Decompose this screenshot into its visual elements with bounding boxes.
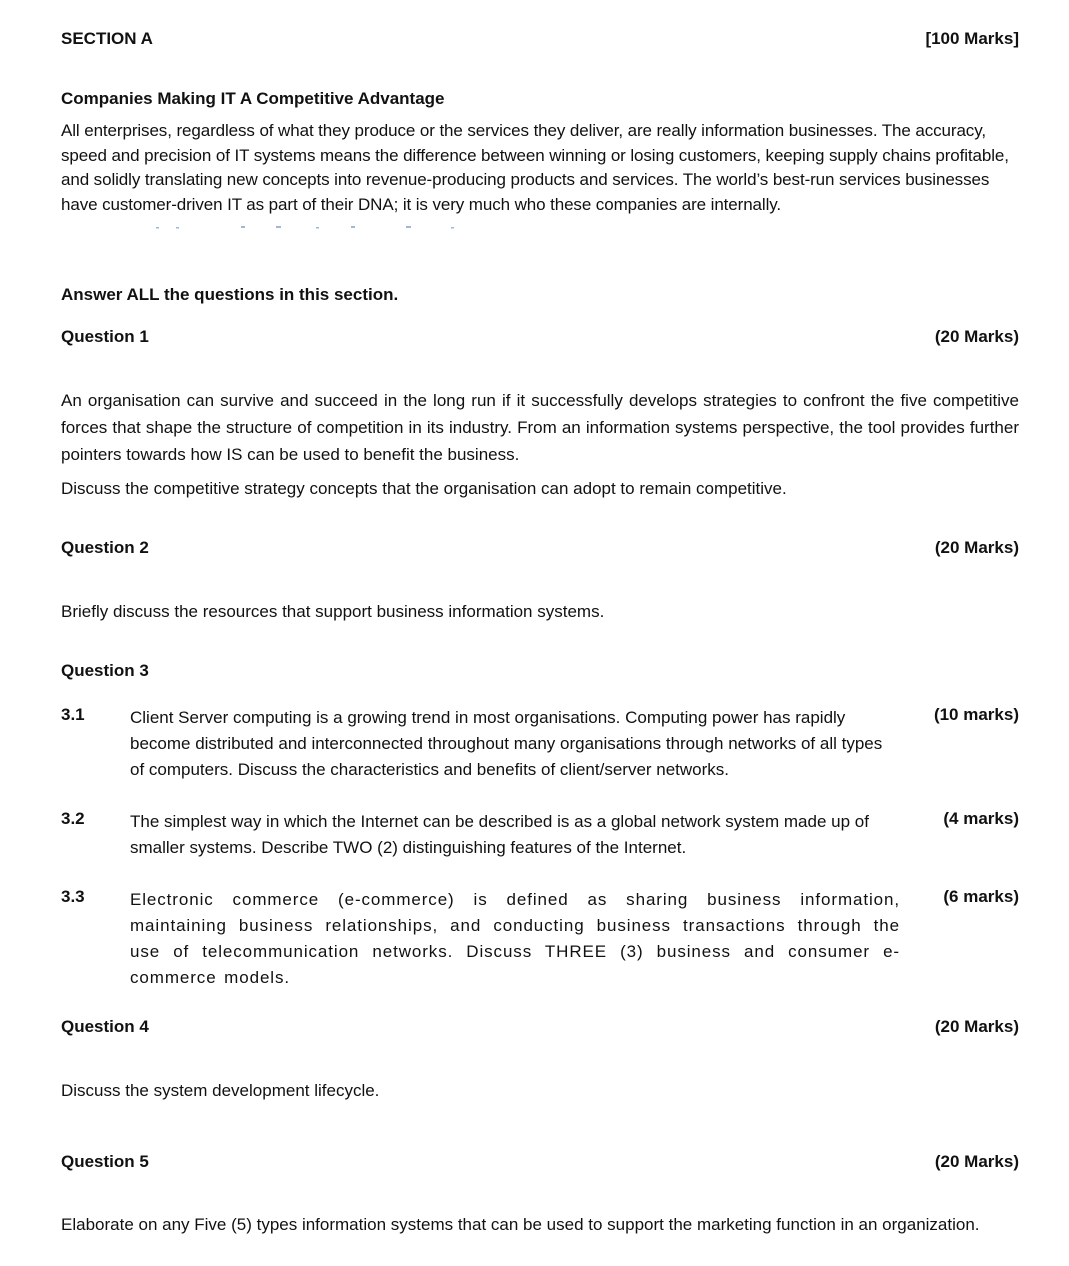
exam-page bbox=[61, 0, 1019, 1266]
question-5-title: Question 5 bbox=[61, 1152, 149, 1171]
question-3-1-marks: (10 marks) bbox=[933, 705, 1019, 724]
question-1-header bbox=[61, 327, 1019, 347]
question-1-task: Discuss the competitive strategy concepts that the organisation can adopt to remain competitive. bbox=[61, 479, 787, 498]
question-3-2-text: The simplest way in which the Internet can be described is as a global network system made up of smaller systems. Describe TWO (2) distinguishing features of the Internet. bbox=[130, 812, 869, 857]
question-3-2-number: 3.2 bbox=[61, 809, 85, 828]
question-2-marks: (20 Marks) bbox=[934, 538, 1019, 557]
question-5-text: Elaborate on any Five (5) types information systems that can be used to support the marketing function in an organization. bbox=[61, 1215, 980, 1234]
question-4-marks: (20 Marks) bbox=[934, 1017, 1019, 1036]
instruction: Answer ALL the questions in this section. bbox=[61, 285, 399, 304]
question-3-1-text: Client Server computing is a growing trend in most organisations. Computing power has rapidly become distributed and interconnected throughout many organisations through networks of all types of computers. Discuss the characteristics and benefits of client/server networks. bbox=[130, 708, 883, 779]
question-4-text: Discuss the system development lifecycle. bbox=[61, 1081, 380, 1100]
instruction-row bbox=[61, 285, 1019, 305]
question-2-text: Briefly discuss the resources that support business information systems. bbox=[61, 602, 605, 621]
question-1-marks: (20 Marks) bbox=[934, 327, 1019, 346]
question-3-1 bbox=[61, 705, 1019, 783]
section-marks: [100 Marks] bbox=[925, 29, 1019, 48]
section-header bbox=[61, 29, 1019, 49]
question-4-title: Question 4 bbox=[61, 1017, 149, 1036]
question-3-2-marks: (4 marks) bbox=[943, 809, 1019, 828]
section-title: SECTION A bbox=[61, 29, 153, 48]
question-3-1-number: 3.1 bbox=[61, 705, 85, 724]
question-2-header bbox=[61, 538, 1019, 558]
question-4-header bbox=[61, 1017, 1019, 1037]
scan-artifact bbox=[156, 223, 476, 233]
case-study-heading-row bbox=[61, 89, 1019, 109]
question-3-3-text: Electronic commerce (e-commerce) is defined as sharing business information, maintaining business relationships, and conducting business transactions through the use of telecommunication networks. Discuss THREE (3) business and consumer e-commerce models. bbox=[130, 890, 900, 987]
question-3-3 bbox=[61, 887, 1019, 991]
question-3-title: Question 3 bbox=[61, 661, 149, 680]
question-5-marks: (20 Marks) bbox=[934, 1152, 1019, 1171]
question-2-title: Question 2 bbox=[61, 538, 149, 557]
question-3-2 bbox=[61, 809, 1019, 861]
case-study-heading: Companies Making IT A Competitive Advantage bbox=[61, 89, 445, 108]
question-5-header bbox=[61, 1152, 1019, 1172]
question-3-header bbox=[61, 661, 1019, 681]
question-1-text: An organisation can survive and succeed in the long run if it successfully develops strategies to confront the five competitive forces that shape the structure of competition in its industry. From an information systems perspective, the tool provides further pointers towards how IS can be used to benefit the business. bbox=[61, 391, 1019, 464]
question-3-3-marks: (6 marks) bbox=[943, 887, 1019, 906]
case-study-body: All enterprises, regardless of what they produce or the services they deliver, are really information businesses. The accuracy, speed and precision of IT systems means the difference between winning or losing customers, keeping supply chains profitable, and solidly translating new concepts into revenue-producing products and services. The world’s best-run services businesses have customer-driven IT as part of their DNA; it is very much who these companies are internally. bbox=[61, 121, 1009, 214]
question-3-3-number: 3.3 bbox=[61, 887, 85, 906]
question-1-title: Question 1 bbox=[61, 327, 149, 346]
